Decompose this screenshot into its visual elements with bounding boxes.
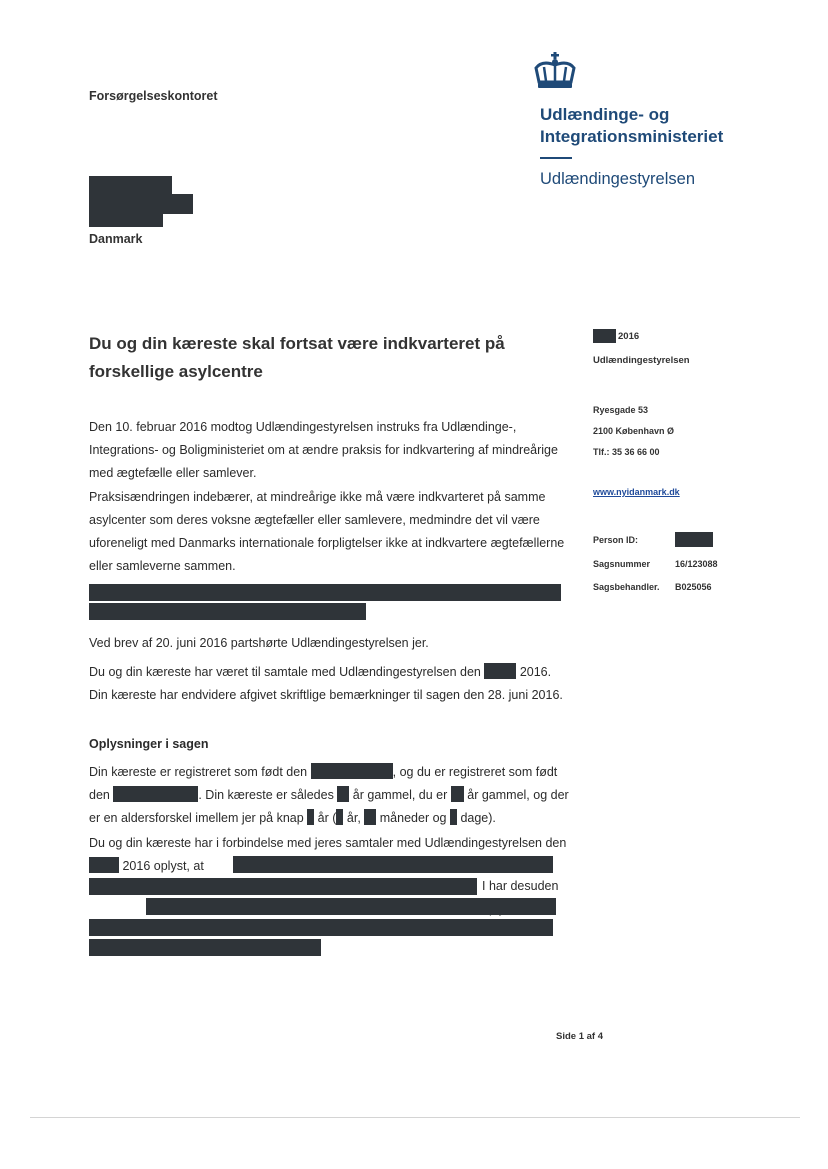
redacted-date — [593, 329, 616, 343]
redacted-age-diff — [307, 809, 314, 825]
redacted-statement — [89, 919, 553, 936]
paragraph-interview — [89, 661, 569, 707]
redacted-age — [451, 786, 464, 802]
details-text: , og du er registreret som født den — [89, 765, 558, 802]
sidebar-city: 2100 København Ø — [593, 426, 675, 436]
redacted-months — [364, 809, 376, 825]
redacted-statement — [146, 898, 556, 915]
details-text: Din kæreste er registreret som født den — [89, 765, 308, 779]
recipient-country: Danmark — [89, 232, 143, 246]
details-text: måneder og — [379, 811, 447, 825]
redacted-recipient-name — [89, 176, 172, 196]
website-link[interactable]: www.nyidanmark.dk — [593, 487, 680, 497]
details-text: dage). — [460, 811, 496, 825]
sidebar-address — [593, 400, 674, 463]
page-bottom-edge — [30, 1117, 800, 1118]
sidebar-phone: Tlf.: 35 36 66 00 — [593, 447, 660, 457]
redacted-recipient-address — [89, 194, 193, 214]
letter-title: Du og din kæreste skal fortsat være indkvarteret på forskellige asylcentre — [89, 334, 505, 381]
details-text: år gammel, du er — [352, 788, 448, 802]
case-number-label: Sagsnummer — [593, 559, 651, 569]
sidebar-agency: Udlændingestyrelsen — [593, 355, 690, 366]
redacted-date — [89, 857, 119, 873]
redacted-recipient-city — [89, 212, 163, 227]
letter-date-year: 2016 — [618, 331, 640, 342]
paragraph-instruction: Den 10. februar 2016 modtog Udlændingestyrelsen instruks fra Udlændinge-, Integrations- og Boligministeriet om at ændre praksis for indkvartering af mindreårige med ægtefælle eller samlever. — [89, 420, 558, 480]
redacted-statement — [89, 878, 477, 895]
redacted-statement — [233, 856, 553, 873]
redacted-statement — [89, 939, 321, 956]
redacted-years — [336, 809, 343, 825]
redacted-paragraph-line — [89, 603, 366, 620]
details-text: år, — [346, 811, 361, 825]
interview-text-start: Du og din kæreste har været til samtale med Udlændingestyrelsen den — [89, 665, 481, 679]
redacted-age — [337, 786, 349, 802]
sidebar-street: Ryesgade 53 — [593, 405, 649, 415]
redacted-birthdate — [311, 763, 393, 779]
person-id-label: Person ID: — [593, 535, 639, 545]
details-text: år ( — [317, 811, 337, 825]
interview-text-end: 2016. Din kæreste har endvidere afgivet skriftlige bemærkninger til sagen den 28. juni 2016. — [89, 665, 563, 702]
redacted-person-id — [675, 532, 713, 547]
sender-office: Forsørgelseskontoret — [89, 89, 218, 103]
statements-text: 2016 oplyst, at — [122, 859, 204, 873]
details-text: . Din kæreste er således — [198, 788, 334, 802]
agency-name: Udlændingestyrelsen — [540, 170, 696, 188]
ministry-name — [540, 104, 723, 148]
logo-divider — [540, 157, 572, 159]
redacted-interview-date — [484, 663, 516, 679]
redacted-paragraph-line — [89, 584, 561, 601]
ministry-name-line2: Integrationsministeriet — [540, 127, 724, 146]
section-heading: Oplysninger i sagen — [89, 737, 209, 751]
paragraph-case-details — [89, 761, 569, 830]
case-handler-value: B025056 — [675, 582, 712, 592]
redacted-birthdate — [113, 786, 198, 802]
paragraph-practice-change: Praksisændringen indebærer, at mindreårige ikke må være indkvarteret på samme asylcenter som deres voksne ægtefæller eller samlevere, medmindre det vil være uforeneligt med Danmarks internationale forpligtelser ikke at indkvartere ægtefællerne eller samleverne sammen. — [89, 490, 565, 573]
redacted-days — [450, 809, 457, 825]
case-handler-label: Sagsbehandler. — [593, 582, 660, 592]
statements-text: Du og din kæreste har i forbindelse med jeres samtaler med Udlændingestyrelsen den — [89, 836, 567, 850]
case-number-value: 16/123088 — [675, 559, 718, 569]
details-text: år gammel, og der er en aldersforskel imellem jer på knap — [89, 788, 569, 825]
crown-logo-icon — [532, 52, 578, 92]
paragraph-hearing: Ved brev af 20. juni 2016 partshørte Udlændingestyrelsen jer. — [89, 636, 429, 650]
statements-continuation: I har desuden — [482, 879, 559, 893]
ministry-name-line1: Udlændinge- og — [540, 105, 670, 124]
page-number: Side 1 af 4 — [556, 1031, 603, 1042]
